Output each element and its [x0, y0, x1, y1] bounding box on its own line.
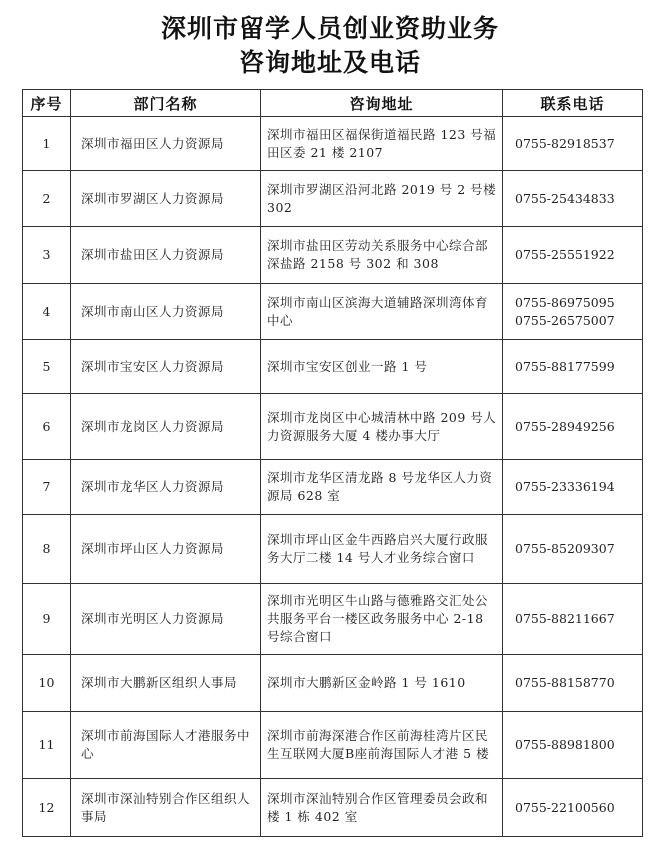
table-row [23, 712, 643, 779]
cell-index: 1 [23, 117, 71, 171]
header-phone: 联系电话 [503, 90, 643, 117]
cell-phone [503, 394, 643, 460]
cell-phone [503, 584, 643, 655]
cell-address: 深圳市坪山区金牛西路启兴大厦行政服务大厅二楼 14 号人才业务综合窗口 [261, 515, 503, 584]
cell-address: 深圳市大鹏新区金岭路 1 号 1610 [261, 655, 503, 712]
cell-address: 深圳市龙岗区中心城清林中路 209 号人力资源服务大厦 4 楼办事大厅 [261, 394, 503, 460]
cell-index: 9 [23, 584, 71, 655]
cell-index: 10 [23, 655, 71, 712]
phone-number: 0755-88158770 [515, 675, 615, 690]
phone-number: 0755-22100560 [515, 799, 615, 815]
document-title-line1: 深圳市留学人员创业资助业务 [160, 14, 499, 43]
table-row [23, 340, 643, 394]
cell-department: 深圳市罗湖区人力资源局 [71, 171, 261, 227]
table-row [23, 584, 643, 655]
cell-department: 深圳市龙华区人力资源局 [71, 460, 261, 515]
cell-department: 深圳市深汕特别合作区组织人事局 [71, 779, 261, 837]
table-row [23, 460, 643, 515]
cell-phone [503, 117, 643, 171]
cell-address: 深圳市南山区滨海大道辅路深圳湾体育中心 [261, 284, 503, 340]
phone-number: 0755-88211667 [515, 611, 615, 626]
phone-number: 0755-25551922 [515, 247, 615, 262]
phone-number: 0755-88981800 [515, 737, 615, 752]
cell-phone [503, 227, 643, 284]
table-row [23, 227, 643, 284]
table-header-row [23, 90, 643, 117]
cell-department: 深圳市南山区人力资源局 [71, 284, 261, 340]
table-row [23, 284, 643, 340]
phone-number: 0755-85209307 [515, 541, 615, 556]
cell-address: 深圳市龙华区清龙路 8 号龙华区人力资源局 628 室 [261, 460, 503, 515]
cell-phone [503, 284, 643, 340]
phone-number: 0755-88177599 [515, 358, 615, 374]
cell-phone [503, 779, 643, 837]
cell-index: 2 [23, 171, 71, 227]
cell-index: 4 [23, 284, 71, 340]
cell-department: 深圳市福田区人力资源局 [71, 117, 261, 171]
cell-index: 11 [23, 712, 71, 779]
cell-index: 12 [23, 779, 71, 837]
cell-department: 深圳市宝安区人力资源局 [71, 340, 261, 394]
header-address: 咨询地址 [261, 90, 503, 117]
table-row [23, 117, 643, 171]
table-body [23, 117, 643, 837]
cell-index: 8 [23, 515, 71, 584]
phone-number: 0755-26575007 [515, 312, 615, 328]
document-title-line2: 咨询地址及电话 [238, 48, 421, 77]
contact-table [22, 89, 643, 837]
table-row [23, 779, 643, 837]
cell-department: 深圳市前海国际人才港服务中心 [71, 712, 261, 779]
cell-address: 深圳市盐田区劳动关系服务中心综合部 深盐路 2158 号 302 和 308 [261, 227, 503, 284]
cell-address: 深圳市前海深港合作区前海桂湾片区民生互联网大厦B座前海国际人才港 5 楼 [261, 712, 503, 779]
cell-address: 深圳市光明区牛山路与德雅路交汇处公共服务平台一楼区政务服务中心 2-18 号综合窗口 [261, 584, 503, 655]
cell-phone [503, 515, 643, 584]
cell-address: 深圳市宝安区创业一路 1 号 [261, 340, 503, 394]
cell-department: 深圳市大鹏新区组织人事局 [71, 655, 261, 712]
cell-phone [503, 460, 643, 515]
table-row [23, 171, 643, 227]
cell-phone [503, 712, 643, 779]
cell-address: 深圳市深汕特别合作区管理委员会政和楼 1 栋 402 室 [261, 779, 503, 837]
phone-number: 0755-28949256 [515, 418, 615, 434]
cell-index: 7 [23, 460, 71, 515]
cell-phone [503, 655, 643, 712]
table-row [23, 394, 643, 460]
phone-number: 0755-82918537 [515, 135, 615, 151]
cell-department: 深圳市光明区人力资源局 [71, 584, 261, 655]
phone-number: 0755-86975095 [515, 294, 615, 310]
phone-number: 0755-23336194 [515, 479, 615, 494]
cell-address: 深圳市福田区福保街道福民路 123 号福田区委 21 楼 2107 [261, 117, 503, 171]
header-department: 部门名称 [71, 90, 261, 117]
cell-phone [503, 340, 643, 394]
cell-phone [503, 171, 643, 227]
cell-department: 深圳市盐田区人力资源局 [71, 227, 261, 284]
cell-department: 深圳市龙岗区人力资源局 [71, 394, 261, 460]
header-index: 序号 [23, 90, 71, 117]
cell-index: 3 [23, 227, 71, 284]
cell-department: 深圳市坪山区人力资源局 [71, 515, 261, 584]
table-row [23, 655, 643, 712]
cell-address: 深圳市罗湖区沿河北路 2019 号 2 号楼 302 [261, 171, 503, 227]
table-row [23, 515, 643, 584]
cell-index: 5 [23, 340, 71, 394]
phone-number: 0755-25434833 [515, 190, 615, 206]
cell-index: 6 [23, 394, 71, 460]
